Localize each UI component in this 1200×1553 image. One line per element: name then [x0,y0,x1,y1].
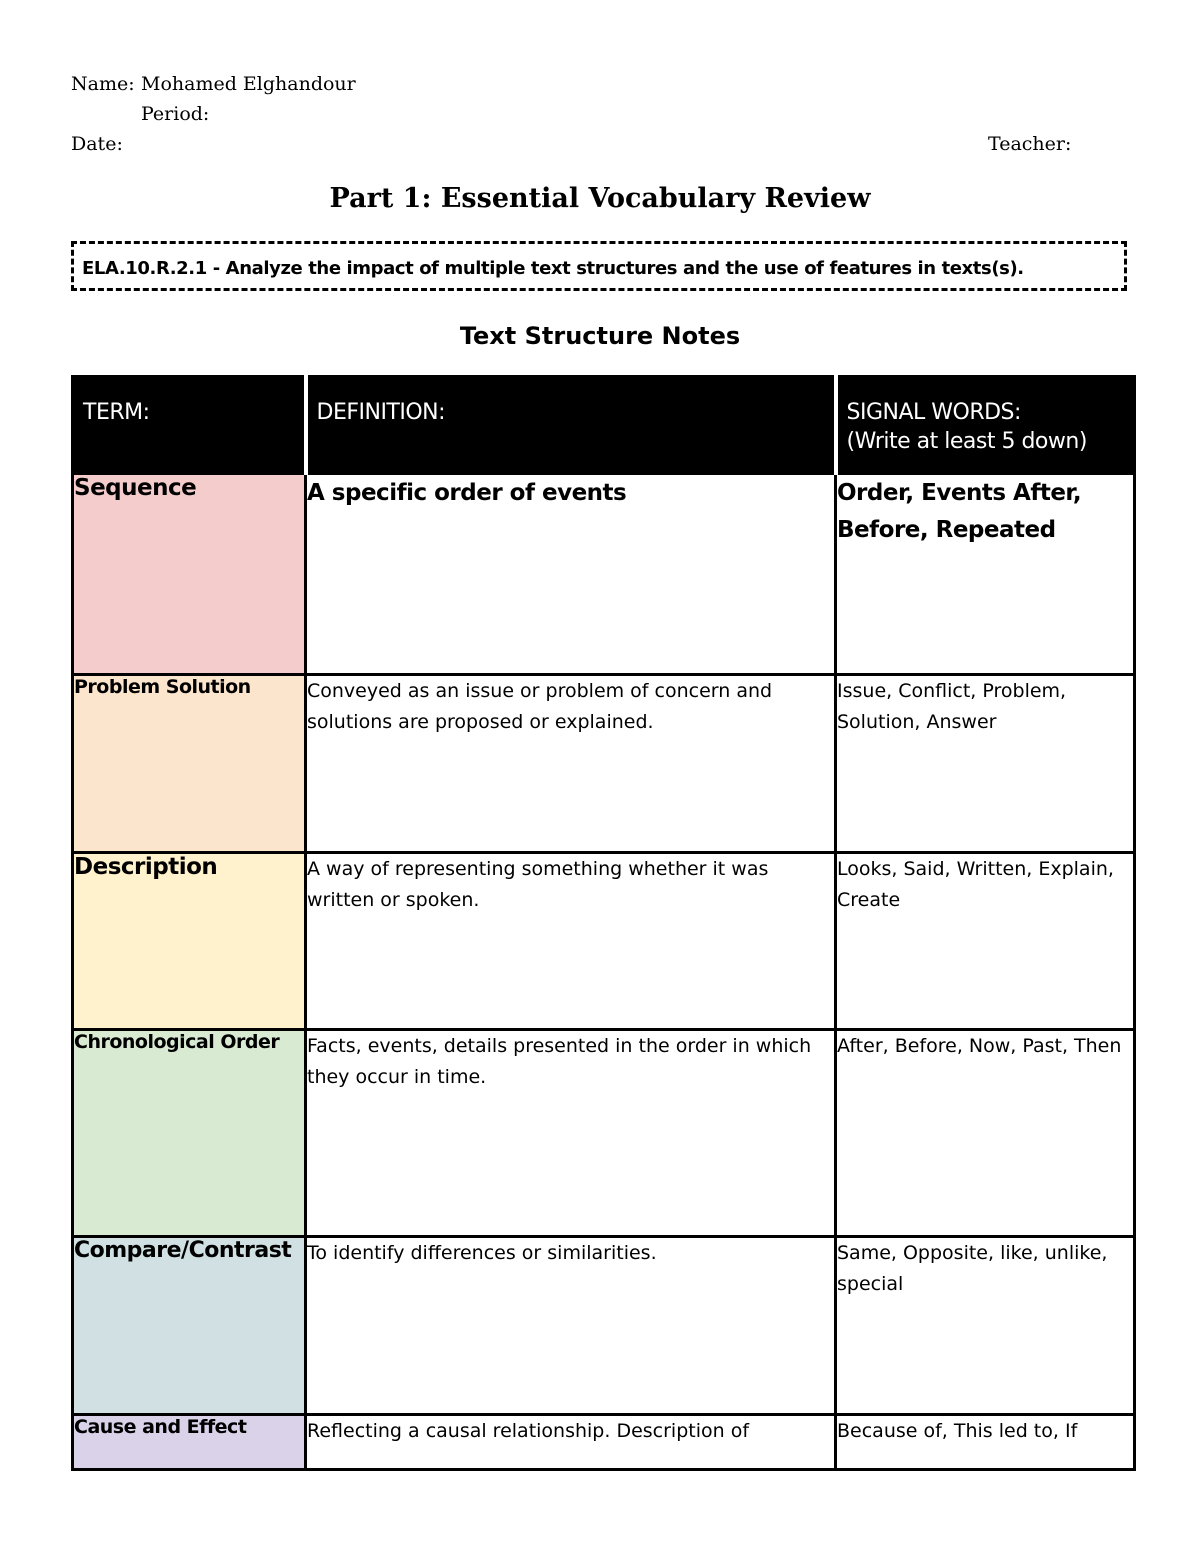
term-cell: Description [73,853,306,1030]
date-label: Date: [71,133,123,155]
name-value: Mohamed Elghandour [141,73,356,95]
term-cell: Compare/Contrast [73,1237,306,1415]
definition-cell: To identify differences or similarities. [306,1237,836,1415]
page-title: Part 1: Essential Vocabulary Review [329,183,871,214]
period-label: Period: [141,103,210,125]
table-row [73,1030,1135,1237]
header-signal-words [836,377,1135,474]
signal-words-cell: Same, Opposite, like, unlike, special [836,1237,1135,1415]
name-label: Name: [71,73,135,95]
header-term: TERM: [73,377,306,474]
definition-cell: Conveyed as an issue or problem of concern and solutions are proposed or explained. [306,675,836,853]
table-row [73,675,1135,853]
table-row [73,474,1135,675]
term-cell: Chronological Order [73,1030,306,1237]
signal-words-cell: After, Before, Now, Past, Then [836,1030,1135,1237]
header-signal-line1: SIGNAL WORDS: [846,400,1021,425]
definition-cell: A way of representing something whether it was written or spoken. [306,853,836,1030]
table-row [73,1237,1135,1415]
table-title: Text Structure Notes [459,322,741,350]
teacher-label: Teacher: [988,133,1072,155]
signal-words-cell: Looks, Said, Written, Explain, Create [836,853,1135,1030]
signal-words-cell: Issue, Conflict, Problem, Solution, Answer [836,675,1135,853]
definition-cell: Facts, events, details presented in the order in which they occur in time. [306,1030,836,1237]
text-structure-table [71,375,1136,1471]
signal-words-cell: Because of, This led to, If [836,1415,1135,1470]
header-definition: DEFINITION: [306,377,836,474]
term-cell: Sequence [73,474,306,675]
signal-words-cell: Order, Events After, Before, Repeated [836,474,1135,675]
table-row [73,1415,1135,1470]
term-cell: Cause and Effect [73,1415,306,1470]
term-cell: Problem Solution [73,675,306,853]
standard-text: ELA.10.R.2.1 - Analyze the impact of multiple text structures and the use of features in texts(s). [82,258,1024,279]
table-header-row [73,377,1135,474]
definition-cell: A specific order of events [306,474,836,675]
header-signal-line2: (Write at least 5 down) [846,429,1087,454]
table-row [73,853,1135,1030]
definition-cell: Reflecting a causal relationship. Description of [306,1415,836,1470]
